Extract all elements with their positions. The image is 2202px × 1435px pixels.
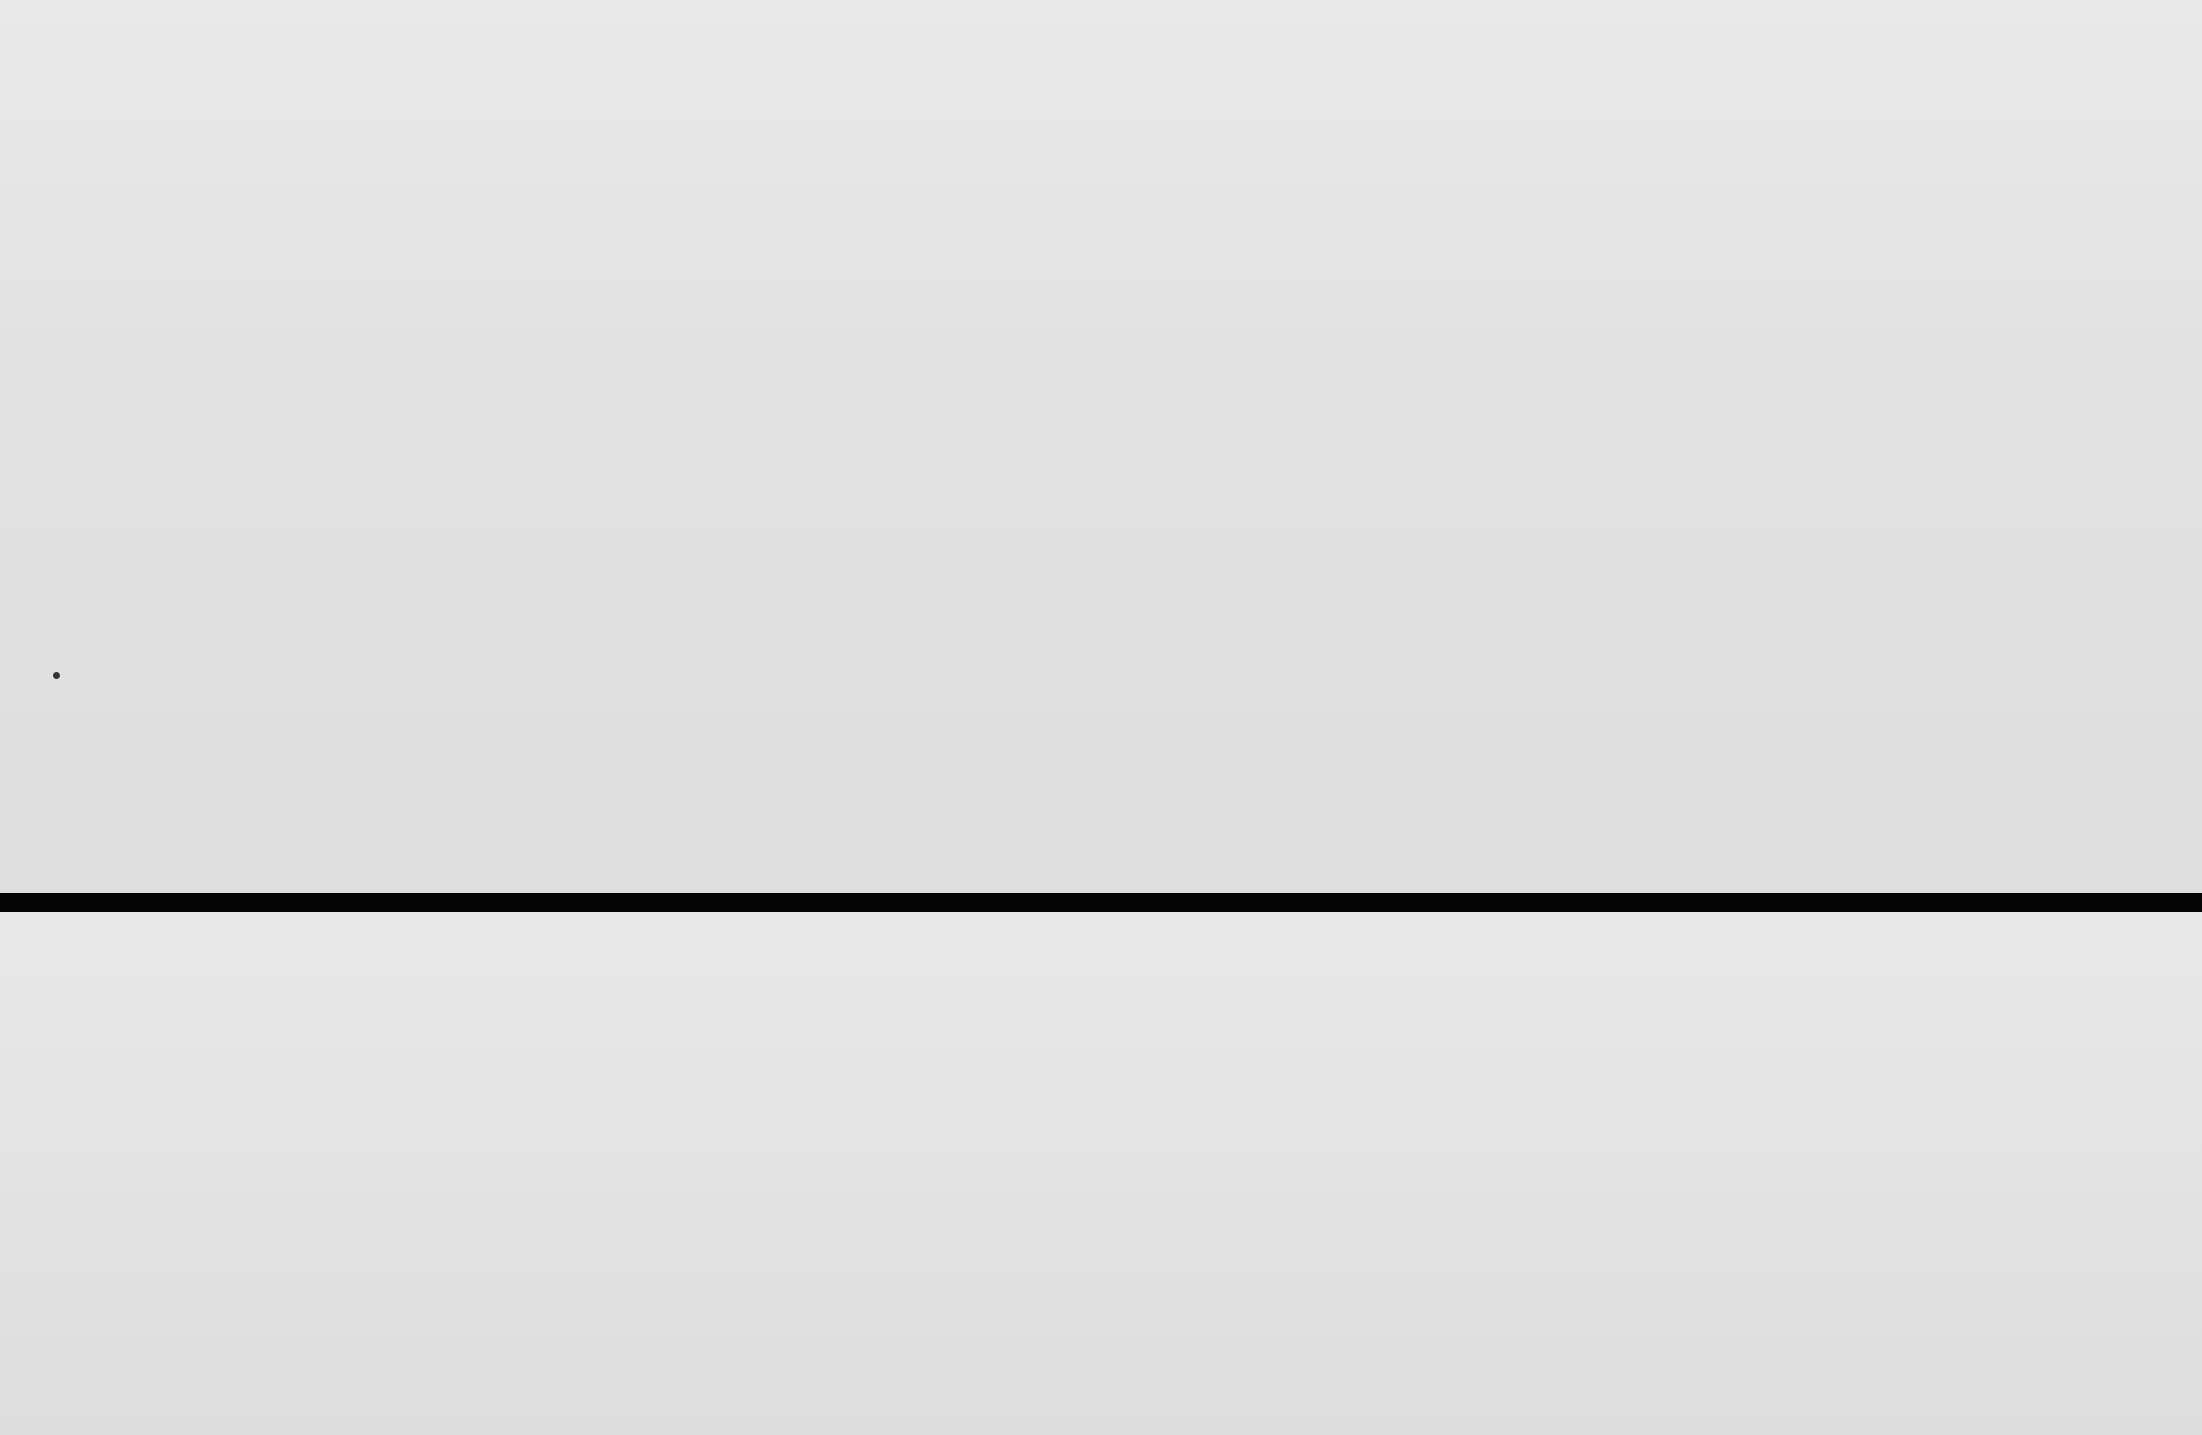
ink-speck bbox=[53, 672, 60, 679]
bottom-page-scan bbox=[0, 912, 2202, 1435]
page-divider bbox=[0, 893, 2202, 912]
